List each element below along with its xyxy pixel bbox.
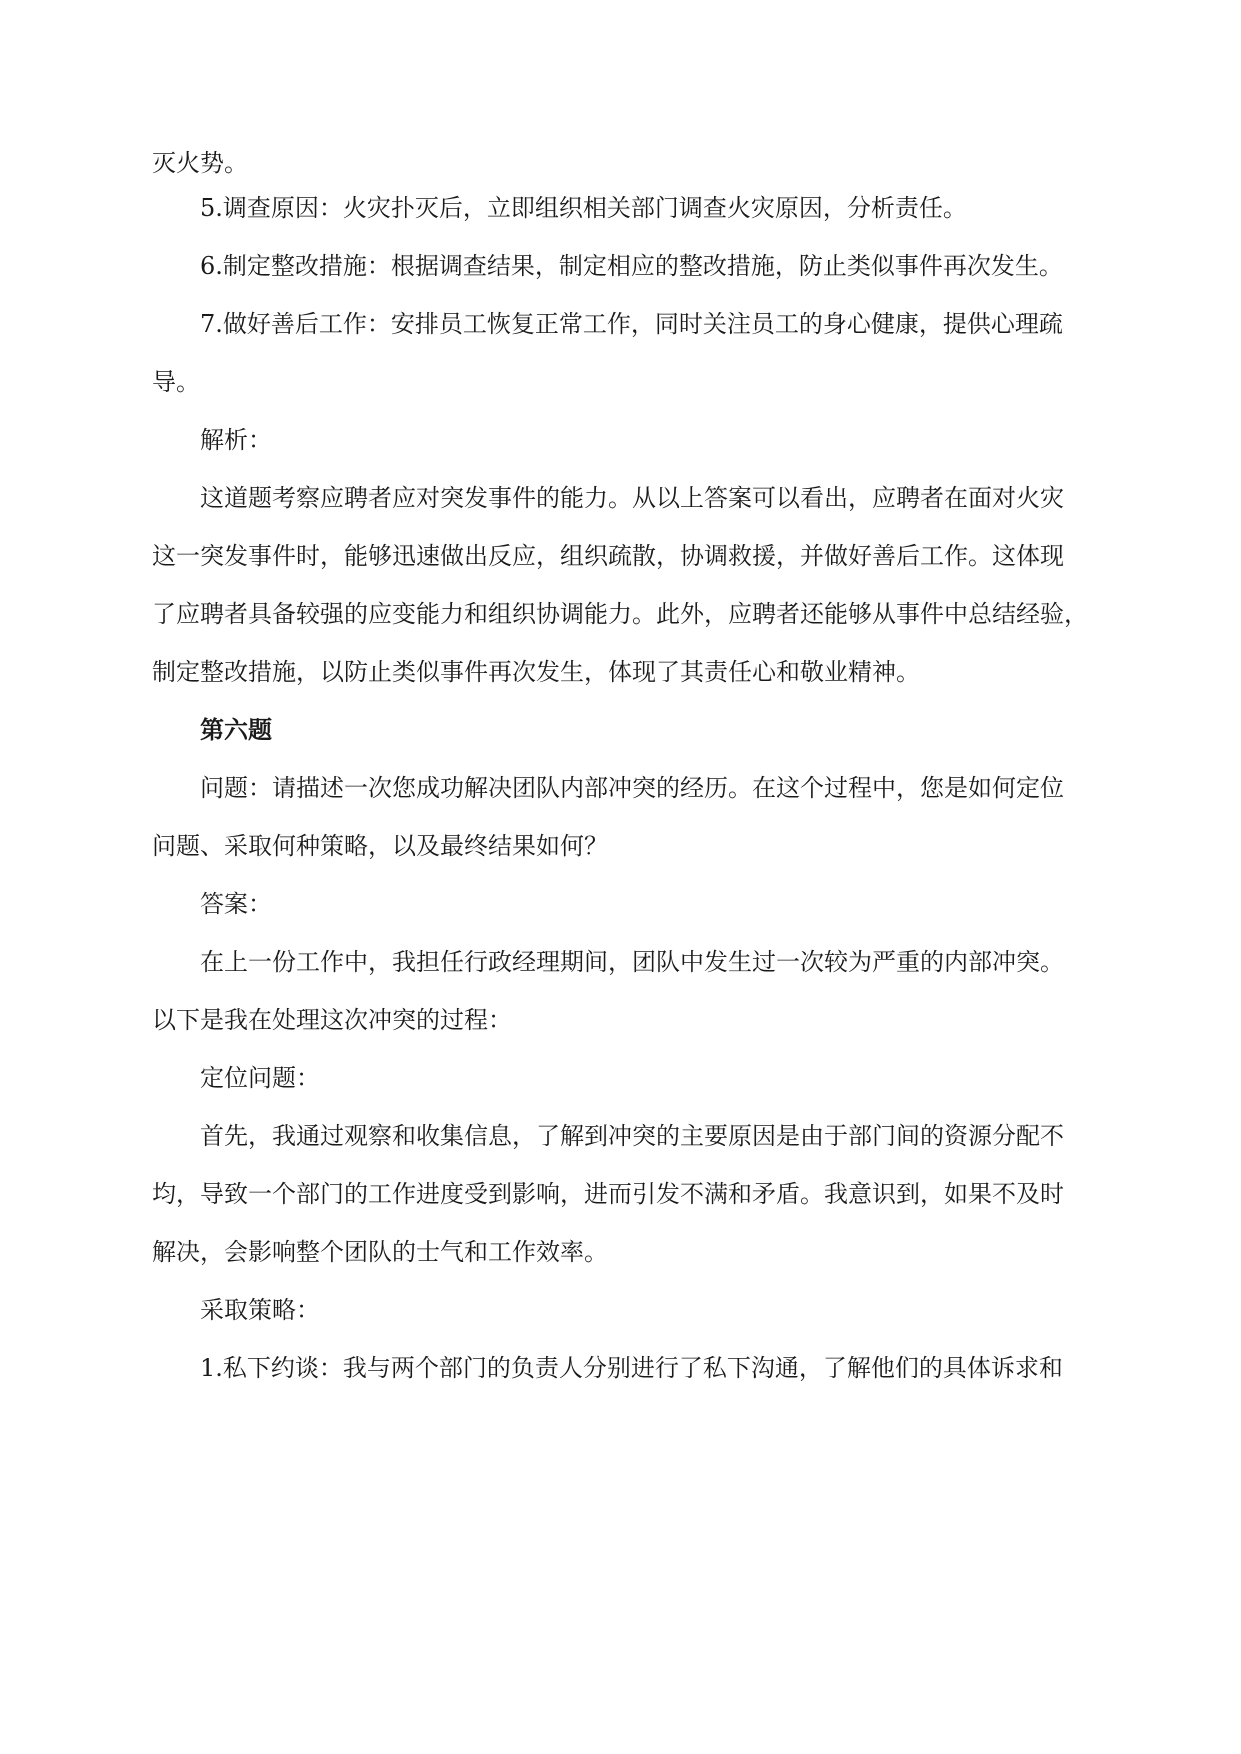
paragraph-line: 解决，会影响整个团队的士气和工作效率。: [152, 1238, 608, 1266]
paragraph-line: 1.私下约谈：我与两个部门的负责人分别进行了私下沟通，了解他们的具体诉求和: [200, 1354, 1063, 1382]
paragraph-line: 5.调查原因：火灾扑灭后，立即组织相关部门调查火灾原因，分析责任。: [200, 194, 967, 222]
section-label: 解析：: [200, 426, 272, 454]
section-label: 采取策略：: [200, 1296, 320, 1324]
paragraph-line: 6.制定整改措施：根据调查结果，制定相应的整改措施，防止类似事件再次发生。: [200, 252, 1063, 280]
paragraph-line: 以下是我在处理这次冲突的过程：: [152, 1006, 512, 1034]
paragraph-line: 在上一份工作中，我担任行政经理期间，团队中发生过一次较为严重的内部冲突。: [200, 948, 1064, 976]
paragraph-line: 问题：请描述一次您成功解决团队内部冲突的经历。在这个过程中，您是如何定位: [200, 774, 1064, 802]
paragraph-line: 灭火势。: [152, 149, 248, 177]
paragraph-line: 7.做好善后工作：安排员工恢复正常工作，同时关注员工的身心健康，提供心理疏: [200, 310, 1063, 338]
paragraph-line: 均，导致一个部门的工作进度受到影响，进而引发不满和矛盾。我意识到，如果不及时: [152, 1180, 1064, 1208]
paragraph-line: 这道题考察应聘者应对突发事件的能力。从以上答案可以看出，应聘者在面对火灾: [200, 484, 1064, 512]
paragraph-line: 了应聘者具备较强的应变能力和组织协调能力。此外，应聘者还能够从事件中总结经验，: [152, 600, 1088, 628]
question-heading: 第六题: [200, 716, 272, 744]
paragraph-line: 导。: [152, 368, 200, 396]
section-label: 答案：: [200, 890, 272, 918]
paragraph-line: 问题、采取何种策略，以及最终结果如何？: [152, 832, 608, 860]
paragraph-line: 首先，我通过观察和收集信息，了解到冲突的主要原因是由于部门间的资源分配不: [200, 1122, 1064, 1150]
section-label: 定位问题：: [200, 1064, 320, 1092]
paragraph-line: 制定整改措施，以防止类似事件再次发生，体现了其责任心和敬业精神。: [152, 658, 920, 686]
paragraph-line: 这一突发事件时，能够迅速做出反应，组织疏散，协调救援，并做好善后工作。这体现: [152, 542, 1064, 570]
